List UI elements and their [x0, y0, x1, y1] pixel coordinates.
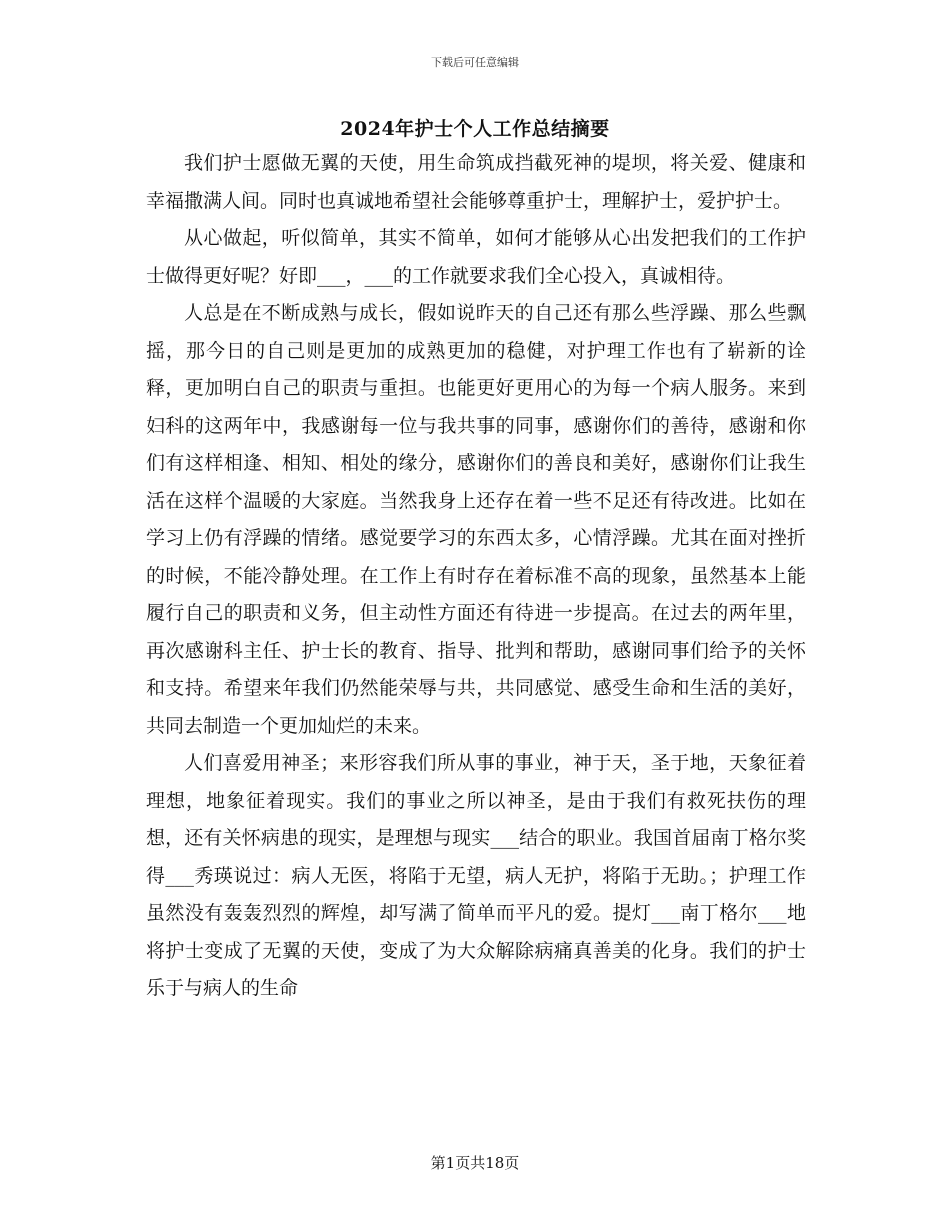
header-note: 下载后可任意编辑 — [431, 56, 519, 69]
paragraph: 人们喜爱用神圣；来形容我们所从事的事业，神于天，圣于地，天象征着理想，地象征着现实。我们的事业之所以神圣，是由于我们有救死扶伤的理想，还有关怀病患的现实，是理想与现实___结合的职业。我国首届南丁格尔奖得___秀瑛说过：病人无医，将陷于无望，病人无护，将陷于无助。；护理工作虽然没有轰轰烈烈的辉煌，却写满了简单而平凡的爱。提灯___南丁格尔___地将护士变成了无翼的天使，变成了为大众解除病痛真善美的化身。我们的护士乐于与病人的生命 — [146, 752, 806, 999]
paragraph: 人总是在不断成熟与成长，假如说昨天的自己还有那么些浮躁、那么些飘摇，那今日的自己则是更加的成熟更加的稳健，对护理工作也有了崭新的诠释，更加明白自己的职责与重担。也能更好更用心的为每一个病人服务。来到妇科的这两年中，我感谢每一位与我共事的同事，感谢你们的善待，感谢和你们有这样相逢、相知、相处的缘分，感谢你们的善良和美好，感谢你们让我生活在这样个温暖的大家庭。当然我身上还存在着一些不足还有待改进。比如在学习上仍有浮躁的情绪。感觉要学习的东西太多，心情浮躁。尤其在面对挫折的时候，不能冷静处理。在工作上有时存在着标准不高的现象，虽然基本上能履行自己的职责和义务，但主动性方面还有待进一步提高。在过去的两年里，再次感谢科主任、护士长的教育、指导、批判和帮助，感谢同事们给予的关怀和支持。希望来年我们仍然能荣辱与共，共同感觉、感受生命和生活的美好，共同去制造一个更加灿烂的未来。 — [146, 302, 806, 737]
document-body — [146, 145, 806, 1008]
paragraph: 从心做起，听似简单，其实不简单，如何才能够从心出发把我们的工作护士做得更好呢？好即___，___的工作就要求我们全心投入，真诚相待。 — [146, 227, 806, 287]
page-number: 第1页共18页 — [430, 1154, 520, 1172]
document-title: 2024年护士个人工作总结摘要 — [340, 118, 610, 140]
paragraph: 我们护士愿做无翼的天使，用生命筑成挡截死神的堤坝，将关爱、健康和幸福撒满人间。同时也真诚地希望社会能够尊重护士，理解护士，爱护护士。 — [146, 152, 806, 212]
